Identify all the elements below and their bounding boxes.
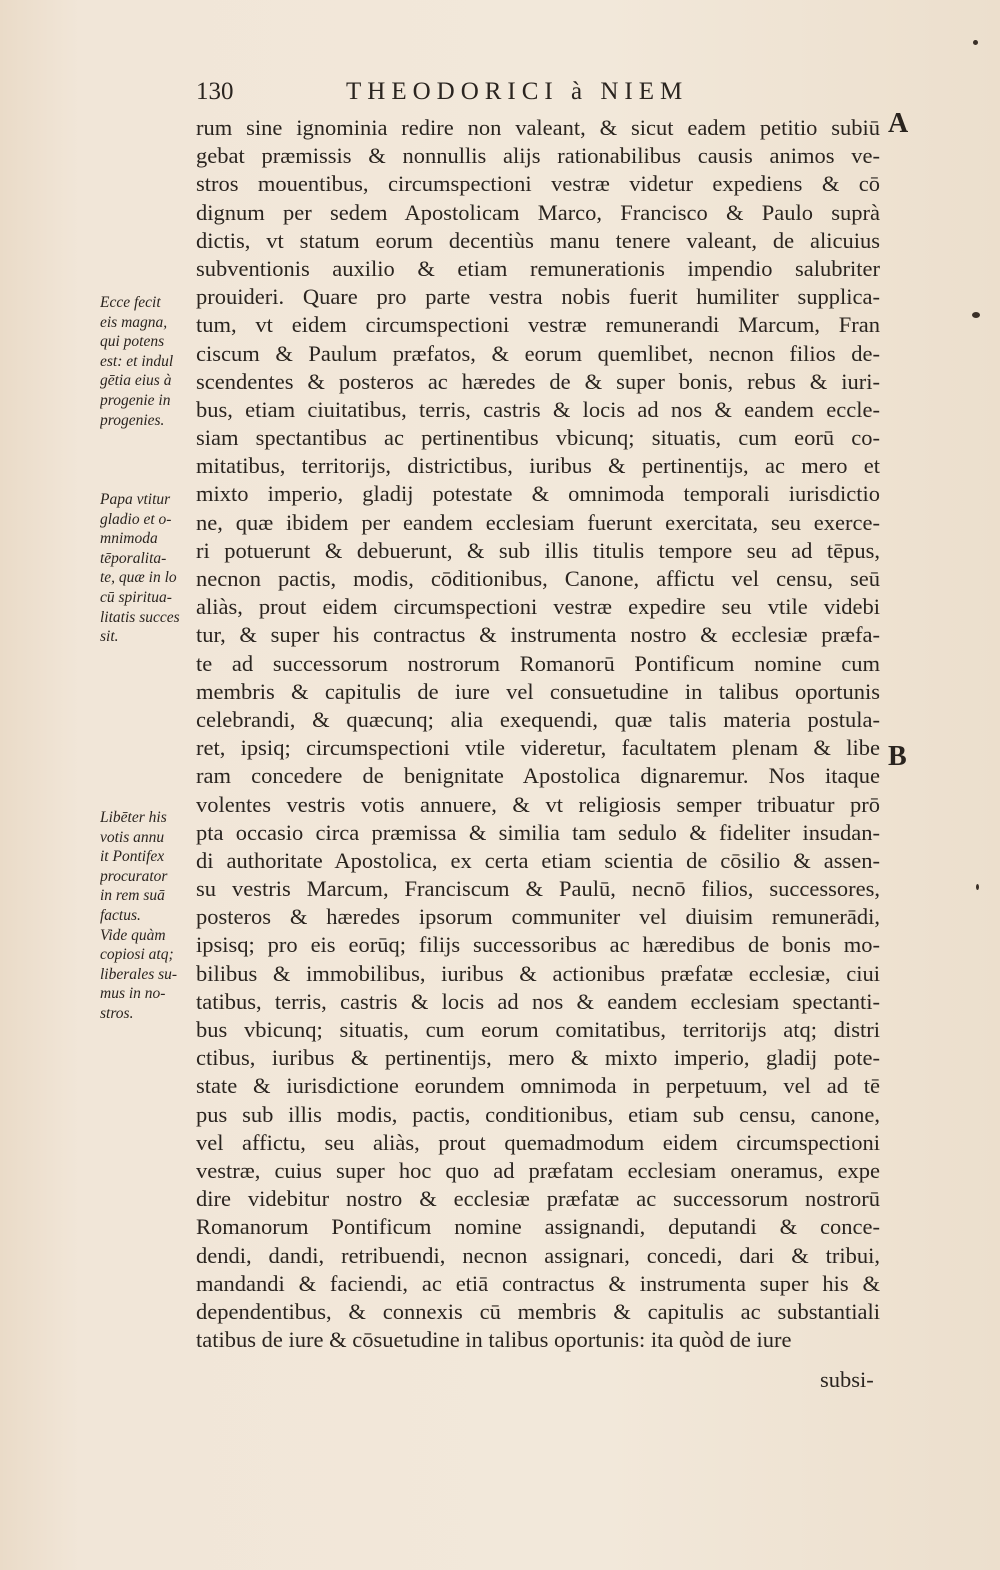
text-line: stros mouentibus, circumspectioni vestræ videtur expediens & cō: [196, 171, 880, 197]
marginal-note-line: eis magna,: [100, 313, 168, 331]
text-line: tatibus, terris, castris & locis ad nos & eandem ecclesiam spectanti-: [196, 988, 880, 1014]
text-line: ram concedere de benignitate Apostolica dignaremur. Nos itaque: [196, 763, 880, 789]
text-line: tatibus de iure & cōsuetudine in talibus oportunis: ita quòd de iure: [196, 1327, 792, 1353]
text-line: dependentibus, & connexis cū membris & capitulis ac substantiali: [196, 1298, 880, 1324]
text-line: bus, etiam ciuitatibus, terris, castris & locis ad nos & eandem eccle-: [196, 396, 880, 422]
marginal-note-line: mnimoda: [100, 530, 158, 548]
page-header: [196, 78, 776, 108]
marginal-note: [100, 808, 192, 1024]
catchword: subsi-: [820, 1367, 874, 1392]
text-line: siam spectantibus ac pertinentibus vbicunq; situatis, cum eorū co-: [196, 425, 880, 451]
marginal-note: [100, 490, 192, 647]
text-line: ctibus, iuribus & pertinentijs, mero & mixto imperio, gladij pote-: [196, 1045, 880, 1071]
marginal-note-line: gladio et o-: [100, 510, 172, 528]
text-line: state & iurisdictione eorundem omnimoda in perpetuum, vel ad tē: [196, 1073, 880, 1099]
text-line: prouideri. Quare pro parte vestra nobis fuerit humiliter supplica-: [196, 284, 880, 310]
marginal-note-line: progenies.: [100, 411, 165, 429]
marginal-note-line: cū spiritua-: [100, 588, 172, 606]
text-line: volentes vestris votis annuere, & vt religiosis semper tribuatur prō: [196, 791, 880, 817]
marginal-note-line: votis annu: [100, 828, 165, 846]
ink-speck: [972, 312, 980, 318]
marginal-note-line: procurator: [100, 867, 168, 885]
text-line: bilibus & immobilibus, iuribus & actionibus præfatæ ecclesiæ, ciui: [196, 960, 880, 986]
marginal-note-line: copiosi atq;: [100, 946, 174, 964]
text-line: gebat præmissis & nonnullis alijs rationabilibus causis animos ve-: [196, 143, 880, 169]
text-line: aliàs, prout eidem circumspectioni vestræ expedire seu vtile videbi: [196, 594, 880, 620]
text-line: su vestris Marcum, Franciscum & Paulū, necnō filios, successores,: [196, 876, 880, 902]
text-line: ipsisq; pro eis eorūq; filijs successoribus ac hæredibus de bonis mo-: [196, 932, 880, 958]
marginal-note-line: qui potens: [100, 333, 165, 351]
text-line: vel affictu, seu aliàs, prout quemadmodum eidem circumspectioni: [196, 1129, 880, 1155]
running-head: THEODORICI à NIEM: [346, 78, 689, 105]
text-line: di authoritate Apostolica, ex certa etiam scientia de cōsilio & assen-: [196, 847, 880, 873]
text-line: ciscum & Paulum præfatos, & eorum quemlibet, necnon filios de-: [196, 340, 880, 366]
text-line: posteros & hæredes ipsorum communiter vel diuisim remunerādi,: [196, 904, 880, 930]
marginal-note-line: liberales su-: [100, 965, 178, 983]
text-line: scendentes & posteros ac hæredes de & super bonis, rebus & iuri-: [196, 368, 880, 394]
marginal-note-line: Libēter his: [100, 809, 167, 826]
text-line: te ad successorum nostrorum Romanorū Pontificum nomine cum: [196, 650, 880, 676]
marginal-note-line: Papa vtitur: [100, 491, 171, 508]
ink-speck: [973, 40, 978, 45]
text-line: membris & capitulis de iure vel consuetudine in talibus oportunis: [196, 678, 880, 704]
text-line: ret, ipsiq; circumspectioni vtile videretur, facultatem plenam & libe: [196, 735, 880, 761]
text-line: Romanorum Pontificum nomine assignandi, deputandi & conce-: [196, 1214, 880, 1240]
text-line: tum, vt eidem circumspectioni vestræ remunerandi Marcum, Fran: [196, 312, 880, 338]
marginal-note-line: factus.: [100, 906, 141, 924]
text-line: dendi, dandi, retribuendi, necnon assignari, concedi, dari & tribui,: [196, 1242, 880, 1268]
text-line: necnon pactis, modis, cōditionibus, Canone, affictu vel censu, seū: [196, 566, 880, 591]
marginal-note-line: litatis succes: [100, 608, 180, 626]
text-line: mixto imperio, gladij potestate & omnimoda temporali iurisdictio: [196, 481, 880, 507]
marginal-note-line: gētia eius à: [100, 372, 172, 390]
marginal-note-line: in rem suā: [100, 887, 165, 905]
text-line: vestræ, cuius super hoc quo ad præfatam ecclesiam oneramus, expe: [196, 1157, 880, 1183]
text-line: celebrandi, & quæcunq; alia exequendi, quæ talis materia postula-: [196, 706, 880, 732]
marginal-note-line: Ecce fecit: [100, 294, 161, 311]
text-line: bus vbicunq; situatis, cum eorum comitatibus, territorijs atq; distri: [196, 1017, 880, 1042]
marginal-note-line: mus in no-: [100, 985, 166, 1003]
page-number: 130: [196, 78, 234, 105]
marginal-note-line: te, quæ in lo: [100, 569, 177, 587]
text-line: tur, & super his contractus & instrumenta nostro & ecclesiæ præfa-: [196, 622, 880, 648]
text-line: mandandi & faciendi, ac etiā contractus & instrumenta super his &: [196, 1270, 880, 1296]
marginal-note-line: progenie in: [100, 391, 171, 409]
marginal-note-line: it Pontifex: [100, 848, 165, 866]
marginal-note-line: Vide quàm: [100, 926, 166, 944]
marginal-note-line: tēporalita-: [100, 549, 167, 567]
ink-speck: [976, 884, 979, 890]
text-line: ri potuerunt & debuerunt, & sub illis titulis tempore seu ad tēpus,: [196, 537, 880, 563]
marginal-note: [100, 293, 192, 430]
marginal-note-line: stros.: [100, 1004, 134, 1022]
section-letter-b: B: [888, 741, 907, 772]
marginal-note-line: sit.: [100, 628, 119, 646]
text-line: pta occasio circa præmissa & similia tam sedulo & fideliter insudan-: [196, 819, 880, 845]
text-line: dictis, vt statum eorum decentiùs manu tenere valeant, de alicuius: [196, 227, 880, 253]
section-letter-a: A: [888, 108, 909, 139]
body-text: [196, 114, 880, 1354]
text-line: dignum per sedem Apostolicam Marco, Francisco & Paulo suprà: [196, 199, 880, 225]
text-line: ne, quæ ibidem per eandem ecclesiam fuerunt exercitata, seu exerce-: [196, 509, 880, 535]
text-line: mitatibus, territorijs, districtibus, iuribus & pertinentijs, ac mero et: [196, 453, 880, 479]
text-line: rum sine ignominia redire non valeant, & sicut eadem petitio subiū: [196, 115, 880, 140]
text-line: pus sub illis modis, pactis, conditionibus, etiam sub censu, canone,: [196, 1101, 880, 1127]
text-line: subventionis auxilio & etiam remunerationis impendio salubriter: [196, 255, 880, 281]
marginal-note-line: est: et indul: [100, 352, 174, 370]
text-line: dire videbitur nostro & ecclesiæ præfatæ ac successorum nostrorū: [196, 1186, 880, 1212]
